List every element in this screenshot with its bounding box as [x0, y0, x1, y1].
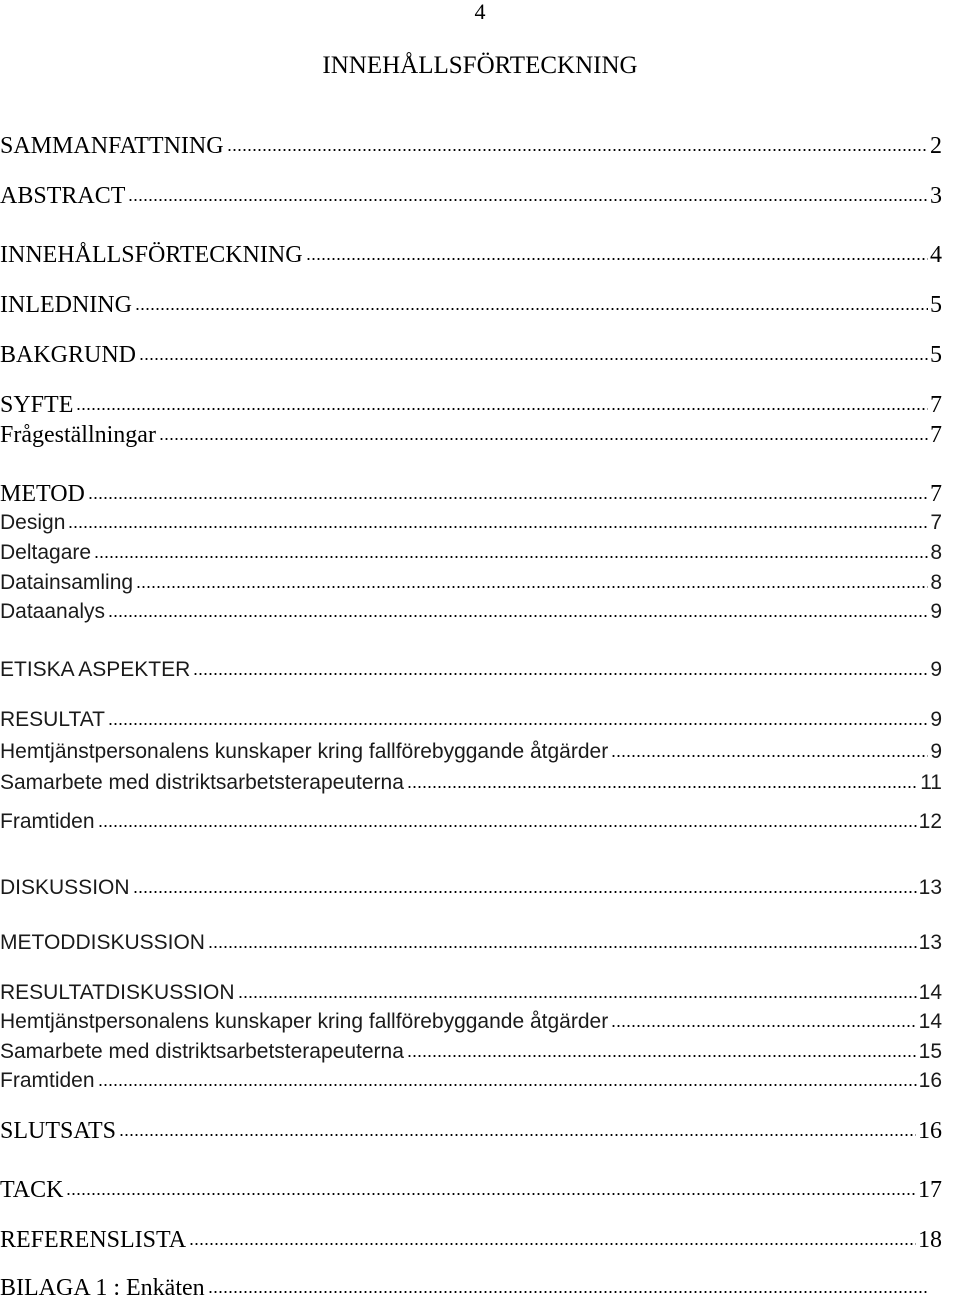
dot-leader	[407, 1053, 917, 1059]
toc-entry-page: 14	[918, 1010, 942, 1033]
dot-leader	[119, 1132, 916, 1138]
toc-entry	[0, 875, 942, 901]
toc-entry-page: 3	[930, 183, 942, 209]
toc-entry-title: Frågeställningar	[0, 422, 156, 448]
dot-leader	[133, 889, 917, 895]
toc-entry-title: REFERENSLISTA	[0, 1227, 187, 1253]
dot-leader	[189, 1241, 916, 1247]
toc-entry	[0, 930, 942, 956]
dot-leader	[136, 584, 928, 590]
dot-leader	[68, 524, 928, 530]
toc-entry	[0, 292, 942, 318]
toc-entry-title: BAKGRUND	[0, 342, 137, 368]
toc-entry-title: Framtiden	[0, 810, 95, 833]
toc-entry-page: 7	[930, 392, 942, 418]
toc-entry-page: 5	[930, 292, 942, 318]
dot-leader	[108, 613, 928, 619]
toc-entry	[0, 657, 942, 683]
toc-subentry	[0, 422, 942, 448]
toc-subentry	[0, 739, 942, 765]
toc-subentry	[0, 1039, 942, 1065]
toc-entry-page: 15	[918, 1040, 942, 1063]
toc-entry-title: SLUTSATS	[0, 1118, 117, 1144]
dot-leader	[611, 1023, 916, 1029]
toc-entry-page: 14	[918, 981, 942, 1004]
dot-leader	[238, 994, 917, 1000]
toc-entry-title: Design	[0, 511, 66, 534]
dot-leader	[98, 1082, 917, 1088]
toc-entry	[0, 481, 942, 507]
toc-entry-title: DISKUSSION	[0, 876, 130, 899]
toc-entry-page: 8	[930, 541, 942, 564]
dot-leader	[94, 554, 928, 560]
toc-entry	[0, 133, 942, 159]
toc-entry-title: INNEHÅLLSFÖRTECKNING	[0, 242, 303, 268]
dot-leader	[108, 721, 928, 727]
dot-leader	[159, 436, 928, 442]
toc-entry-page: 4	[930, 242, 942, 268]
toc-entry-title: Dataanalys	[0, 600, 106, 623]
toc-entry-title: RESULTATDISKUSSION	[0, 981, 235, 1004]
toc-entry-title: ETISKA ASPEKTER	[0, 658, 191, 681]
toc-entry-page: 9	[930, 600, 942, 623]
toc-entry-page: 11	[920, 771, 942, 794]
toc-entry	[0, 1275, 942, 1301]
toc-entry	[0, 980, 942, 1006]
toc-entry-title: ABSTRACT	[0, 183, 126, 209]
dot-leader	[88, 495, 928, 501]
dot-leader	[611, 753, 928, 759]
toc-entry-page: 9	[930, 740, 942, 763]
toc-entry-page: 9	[930, 658, 942, 681]
dot-leader	[208, 944, 917, 950]
toc-entry	[0, 183, 942, 209]
toc-entry-page: 2	[930, 133, 942, 159]
dot-leader	[407, 784, 918, 790]
dot-leader	[66, 1191, 916, 1197]
toc-subentry	[0, 599, 942, 625]
toc-entry-page: 17	[918, 1177, 942, 1203]
toc-entry-page: 7	[930, 422, 942, 448]
toc-entry-title: Hemtjänstpersonalens kunskaper kring fallförebyggande åtgärder	[0, 1010, 609, 1033]
toc-entry	[0, 1177, 942, 1203]
toc-entry-page: 5	[930, 342, 942, 368]
dot-leader	[306, 256, 928, 262]
toc-entry-title: Deltagare	[0, 541, 92, 564]
toc-entry-title: BILAGA 1 : Enkäten	[0, 1275, 205, 1301]
toc-entry-page: 16	[918, 1069, 942, 1092]
toc-entry-page: 16	[918, 1118, 942, 1144]
toc-entry-title: Framtiden	[0, 1069, 95, 1092]
toc-entry-page: 8	[930, 571, 942, 594]
toc-entry-title: TACK	[0, 1177, 64, 1203]
toc-entry	[0, 1118, 942, 1144]
dot-leader	[76, 406, 928, 412]
toc-subentry	[0, 809, 942, 835]
toc-subentry	[0, 770, 942, 796]
toc-entry	[0, 392, 942, 418]
page-number: 4	[474, 0, 486, 24]
toc-entry	[0, 242, 942, 268]
toc-entry-page: 7	[930, 511, 942, 534]
toc-subentry	[0, 510, 942, 536]
toc-entry	[0, 1227, 942, 1253]
dot-leader	[227, 147, 928, 153]
toc-entry-page: 9	[930, 708, 942, 731]
toc-entry-page: 12	[918, 810, 942, 833]
page-title: INNEHÅLLSFÖRTECKNING	[322, 52, 638, 79]
toc-entry	[0, 707, 942, 733]
toc-entry-title: METOD	[0, 481, 85, 507]
toc-entry-page: 13	[918, 931, 942, 954]
toc-entry-page: 13	[918, 876, 942, 899]
toc-entry-title: Samarbete med distriktsarbetsterapeuterna	[0, 1040, 404, 1063]
dot-leader	[98, 823, 917, 829]
toc-entry-page: 18	[918, 1227, 942, 1253]
toc-entry-title: INLEDNING	[0, 292, 132, 318]
toc-entry-title: RESULTAT	[0, 708, 106, 731]
dot-leader	[193, 671, 928, 677]
dot-leader	[139, 356, 928, 362]
toc-subentry	[0, 1009, 942, 1035]
dot-leader	[128, 197, 928, 203]
toc-entry-title: SAMMANFATTNING	[0, 133, 224, 159]
toc-entry	[0, 342, 942, 368]
toc-entry-title: Datainsamling	[0, 571, 134, 594]
toc-subentry	[0, 570, 942, 596]
toc-subentry	[0, 1068, 942, 1094]
toc-entry-title: Hemtjänstpersonalens kunskaper kring fallförebyggande åtgärder	[0, 740, 609, 763]
toc-entry-title: METODDISKUSSION	[0, 931, 205, 954]
toc-subentry	[0, 540, 942, 566]
dot-leader	[135, 306, 928, 312]
toc-entry-page: 7	[930, 481, 942, 507]
toc-entry-title: Samarbete med distriktsarbetsterapeuterna	[0, 771, 404, 794]
toc-entry-title: SYFTE	[0, 392, 74, 418]
dot-leader	[208, 1289, 928, 1295]
